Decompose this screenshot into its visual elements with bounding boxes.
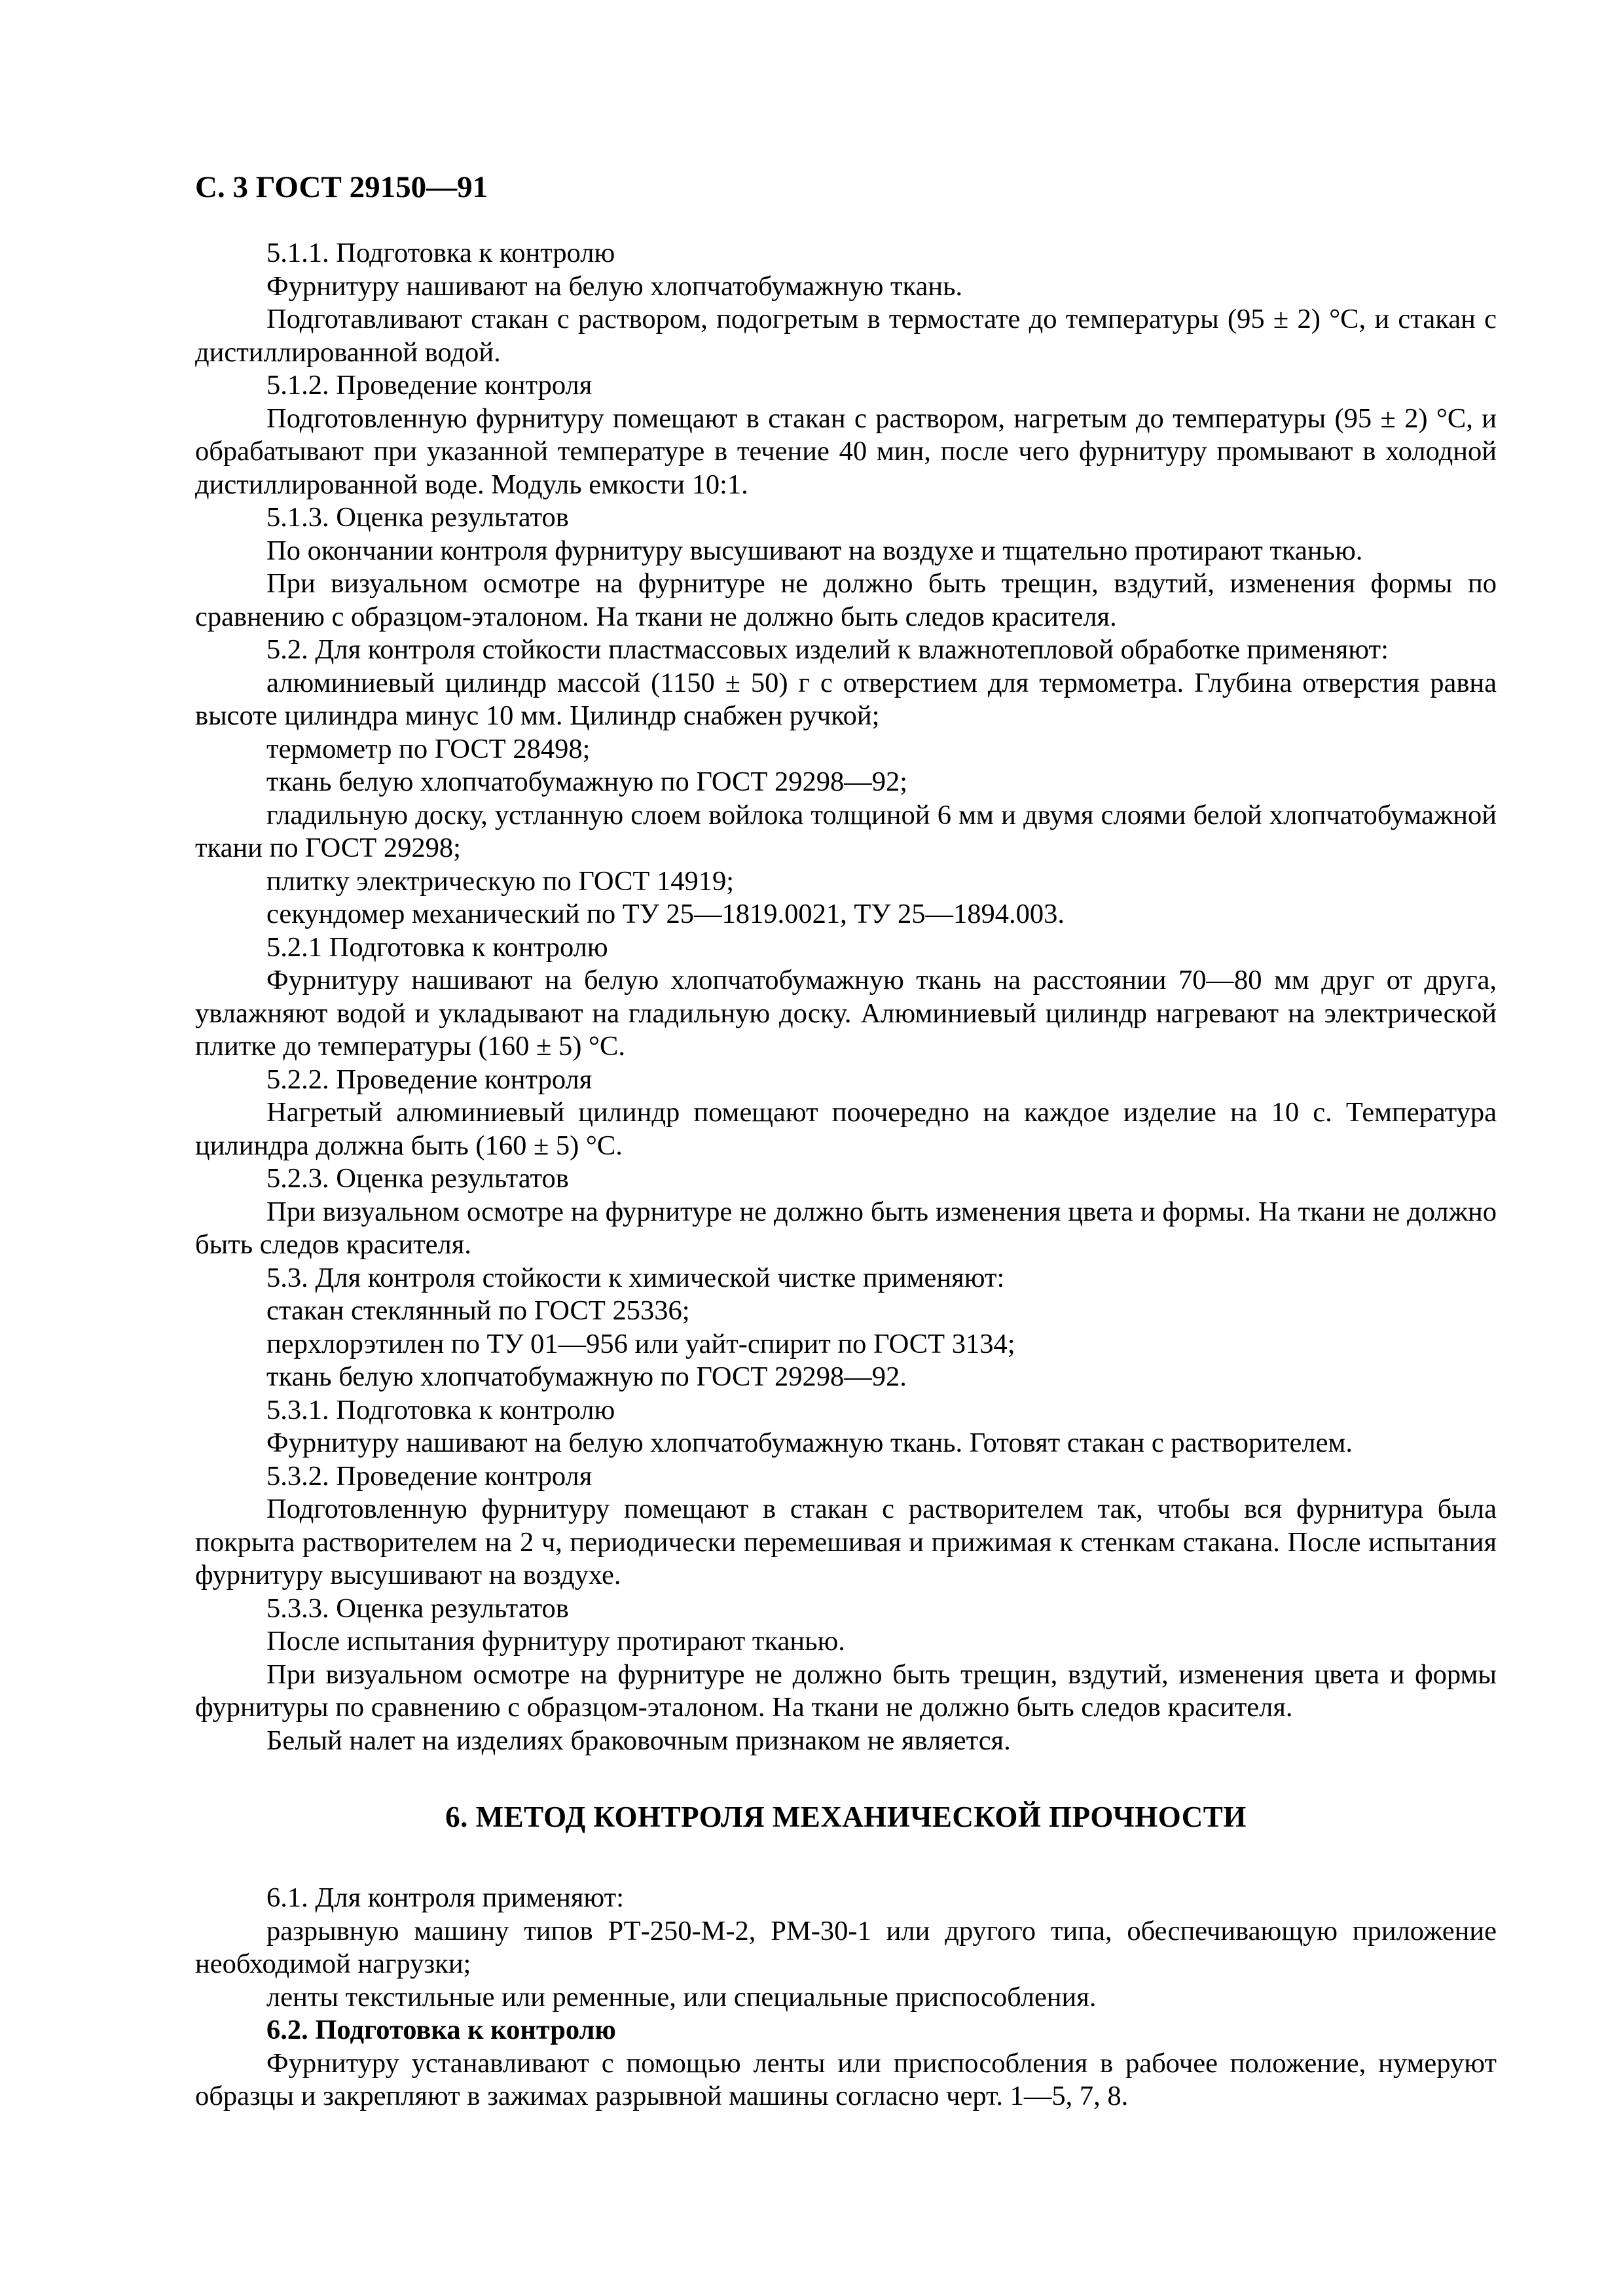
paragraph: Подготовленную фурнитуру помещают в стакан с раствором, нагретым до температуры (95 ± 2) °С, и обрабатывают при указанной температуре в течение 40 мин, после чего фурнитуру промывают в холодной дистиллированной воде. Модуль емкости 10:1.	[195, 403, 1497, 500]
subsection-heading: 6.2. Подготовка к контролю	[266, 2015, 616, 2045]
paragraph: 6.1. Для контроля применяют:	[266, 1882, 625, 1913]
paragraph: ткань белую хлопчатобумажную по ГОСТ 29298—92;	[266, 766, 908, 797]
paragraph: Фурнитуру нашивают на белую хлопчатобумажную ткань на расстоянии 70—80 мм друг от друга, увлажняют водой и укладывают на гладильную доску. Алюминиевый цилиндр нагревают на электрической плитке до температуры (160 ± 5) °С.	[195, 965, 1497, 1062]
paragraph: 5.2.1 Подготовка к контролю	[266, 931, 608, 963]
paragraph: При визуальном осмотре на фурнитуре не должно быть трещин, вздутий, изменения цвета и формы фурнитуры по сравнению с образцом-эталоном. На ткани не должно быть следов красителя.	[195, 1659, 1497, 1723]
paragraph: алюминиевый цилиндр массой (1150 ± 50) г с отверстием для термометра. Глубина отверстия равна высоте цилиндра минус 10 мм. Цилиндр снабжен ручкой;	[195, 667, 1497, 731]
paragraph: Белый налет на изделиях браковочным признаком не является.	[266, 1725, 1011, 1756]
paragraph: 5.3.1. Подготовка к контролю	[266, 1394, 615, 1426]
section-heading: 6. МЕТОД КОНТРОЛЯ МЕХАНИЧЕСКОЙ ПРОЧНОСТИ	[445, 1801, 1247, 1833]
paragraph: стакан стеклянный по ГОСТ 25336;	[266, 1295, 690, 1326]
paragraph: После испытания фурнитуру протирают тканью.	[266, 1626, 845, 1657]
paragraph: Нагретый алюминиевый цилиндр помещают поочередно на каждое изделие на 10 с. Температура цилиндра должна быть (160 ± 5) °С.	[195, 1097, 1497, 1161]
paragraph: Подготовленную фурнитуру помещают в стакан с растворителем так, чтобы вся фурнитура была покрыта растворителем на 2 ч, периодически перемешивая и прижимая к стенкам стакана. После испытания фурнитуру высушивают на воздухе.	[195, 1494, 1497, 1590]
paragraph: По окончании контроля фурнитуру высушивают на воздухе и тщательно протирают тканью.	[266, 535, 1363, 566]
paragraph: 5.3.2. Проведение контроля	[266, 1460, 593, 1492]
paragraph: разрывную машину типов РТ-250-М-2, РМ-30-1 или другого типа, обеспечивающую приложение необходимой нагрузки;	[195, 1915, 1497, 1979]
paragraph: 5.1.3. Оценка результатов	[266, 502, 569, 533]
paragraph: При визуальном осмотре на фурнитуре не должно быть изменения цвета и формы. На ткани не должно быть следов красителя.	[195, 1196, 1497, 1260]
paragraph: Фурнитуру нашивают на белую хлопчатобумажную ткань.	[266, 270, 963, 302]
paragraph: Фурнитуру нашивают на белую хлопчатобумажную ткань. Готовят стакан с растворителем.	[266, 1427, 1353, 1458]
paragraph: 5.3.3. Оценка результатов	[266, 1592, 569, 1624]
paragraph: гладильную доску, устланную слоем войлока толщиной 6 мм и двумя слоями белой хлопчатобумажной ткани по ГОСТ 29298;	[195, 799, 1497, 863]
paragraph: 5.2.3. Оценка результатов	[266, 1163, 569, 1194]
document-body	[195, 237, 1497, 2113]
paragraph: 5.3. Для контроля стойкости к химической чистке применяют:	[266, 1262, 1005, 1293]
paragraph: 5.1.2. Проведение контроля	[266, 370, 593, 401]
paragraph: 5.1.1. Подготовка к контролю	[266, 238, 615, 268]
paragraph: Фурнитуру устанавливают с помощью ленты или приспособления в рабочее положение, нумеруют образцы и закрепляют в зажимах разрывной машины согласно черт. 1—5, 7, 8.	[195, 2047, 1497, 2111]
paragraph: 5.2.2. Проведение контроля	[266, 1064, 593, 1095]
paragraph: термометр по ГОСТ 28498;	[266, 733, 591, 764]
paragraph: ленты текстильные или ременные, или специальные приспособления.	[266, 1981, 1097, 2013]
paragraph: ткань белую хлопчатобумажную по ГОСТ 29298—92.	[266, 1361, 907, 1392]
paragraph: При визуальном осмотре на фурнитуре не должно быть трещин, вздутий, изменения формы по сравнению с образцом-эталоном. На ткани не должно быть следов красителя.	[195, 568, 1497, 632]
page-header: С. 3 ГОСТ 29150—91	[195, 170, 488, 204]
paragraph: плитку электрическую по ГОСТ 14919;	[266, 865, 735, 897]
paragraph: Подготавливают стакан с раствором, подогретым в термостате до температуры (95 ± 2) °С, и стакан с дистиллированной водой.	[195, 304, 1497, 368]
paragraph: перхлорэтилен по ТУ 01—956 или уайт-спирит по ГОСТ 3134;	[266, 1328, 1015, 1359]
paragraph: 5.2. Для контроля стойкости пластмассовых изделий к влажнотепловой обработке применяют:	[266, 634, 1389, 665]
paragraph: секундомер механический по ТУ 25—1819.0021, ТУ 25—1894.003.	[266, 899, 1065, 929]
